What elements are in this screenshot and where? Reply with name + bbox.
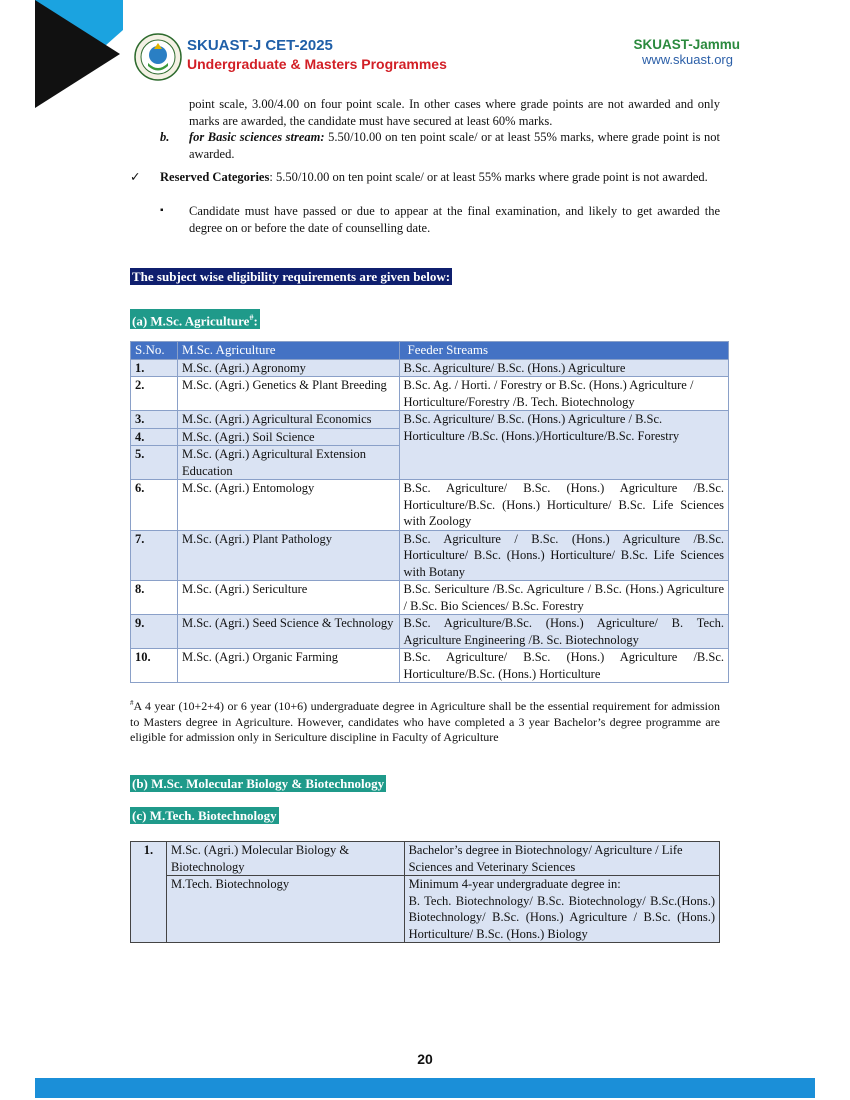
reserved-categories-item xyxy=(160,169,720,186)
header-subtitle: Undergraduate & Masters Programmes xyxy=(187,56,447,72)
section-a-sup: # xyxy=(249,313,254,322)
section-b-heading: (b) M.Sc. Molecular Biology & Biotechnology xyxy=(132,776,385,791)
row-course: M.Sc. (Agri.) Molecular Biology & Biotechnology xyxy=(166,842,404,876)
header-title: SKUAST-J CET-2025 xyxy=(187,37,333,54)
header-course: M.Sc. Agriculture xyxy=(177,342,399,360)
row-feeder: Bachelor’s degree in Biotechnology/ Agriculture / Life Sciences and Veterinary Sciences xyxy=(404,842,719,876)
corner-graphic xyxy=(35,0,125,108)
row-feeder: B.Sc. Agriculture/ B.Sc. (Hons.) Agriculture / B.Sc. Horticulture /B.Sc. (Hons.)/Horticulture/B.Sc. Forestry xyxy=(399,411,728,480)
row-sno: 8. xyxy=(131,581,178,615)
row-sno: 9. xyxy=(131,615,178,649)
university-logo xyxy=(134,33,182,81)
table-row xyxy=(131,530,729,581)
row-feeder: B.Sc. Agriculture/B.Sc. (Hons.) Agriculture/ B. Tech. Agriculture Engineering /B. Sc. Biotechnology xyxy=(399,615,728,649)
feeder-line-1: Minimum 4-year undergraduate degree in: xyxy=(408,877,621,891)
table-row xyxy=(131,581,729,615)
row-course: M.Sc. (Agri.) Soil Science xyxy=(177,428,399,446)
row-sno: 2. xyxy=(131,377,178,411)
row-course: M.Tech. Biotechnology xyxy=(166,876,404,943)
basic-sciences-item xyxy=(189,129,720,162)
row-feeder: B.Sc. Agriculture / B.Sc. (Hons.) Agriculture /B.Sc. Horticulture/ B.Sc. (Hons.) Horticulture/ B.Sc. Life Sciences with Botany xyxy=(399,530,728,581)
row-sno: 6. xyxy=(131,480,178,531)
section-a-colon: : xyxy=(253,313,258,329)
header-website: www.skuast.org xyxy=(641,52,733,67)
header-feeder: Feeder Streams xyxy=(399,342,728,360)
table-row xyxy=(131,649,729,683)
header-sno: S.No. xyxy=(131,342,178,360)
table-row xyxy=(131,615,729,649)
row-feeder: B.Sc. Agriculture/ B.Sc. (Hons.) Agriculture /B.Sc. Horticulture/B.Sc. (Hons.) Horticulture xyxy=(399,649,728,683)
row-feeder: B.Sc. Sericulture /B.Sc. Agriculture / B.Sc. (Hons.) Agriculture / B.Sc. Bio Sciences/ B.Sc. Forestry xyxy=(399,581,728,615)
reserved-categories-text: : 5.50/10.00 on ten point scale/ or at least 55% marks where grade point is not awarded. xyxy=(269,170,708,184)
row-course: M.Sc. (Agri.) Organic Farming xyxy=(177,649,399,683)
eligibility-continuation: point scale, 3.00/4.00 on four point scale. In other cases where grade points are not awarded and only marks are awarded, the candidate must have secured at least 60% marks. xyxy=(189,97,720,128)
basic-sciences-marker: b. xyxy=(160,130,170,144)
msc-agriculture-table xyxy=(130,341,729,683)
row-feeder xyxy=(404,876,719,943)
table-row xyxy=(131,359,729,377)
agriculture-footnote xyxy=(130,696,720,746)
square-bullet-icon: ▪ xyxy=(160,205,164,216)
footer-bar xyxy=(35,1078,815,1098)
row-course: M.Sc. (Agri.) Agricultural Extension Education xyxy=(177,446,399,480)
row-course: M.Sc. (Agri.) Sericulture xyxy=(177,581,399,615)
row-sno: 3. xyxy=(131,411,178,429)
bullet-item: Candidate must have passed or due to appear at the final examination, and likely to get awarded the degree on or before the date of counselling date. xyxy=(189,204,720,235)
row-course: M.Sc. (Agri.) Genetics & Plant Breeding xyxy=(177,377,399,411)
basic-sciences-text: 5.50/10.00 on ten point scale/ or at least 55% marks, where grade point is not awarded. xyxy=(189,130,720,161)
section-a-label: (a) M.Sc. Agriculture xyxy=(132,313,250,329)
table-row xyxy=(131,377,729,411)
subject-wise-heading: The subject wise eligibility requirements are given below: xyxy=(132,269,451,284)
row-feeder: B.Sc. Ag. / Horti. / Forestry or B.Sc. (Hons.) Agriculture / Horticulture/Forestry /B. Tech. Biotechnology xyxy=(399,377,728,411)
row-course: M.Sc. (Agri.) Agricultural Economics xyxy=(177,411,399,429)
row-course: M.Sc. (Agri.) Entomology xyxy=(177,480,399,531)
feeder-line-2: B. Tech. Biotechnology/ B.Sc. Biotechnology/ B.Sc.(Hons.) Biotechnology/ B.Sc. (Hons.) Agriculture / B.Sc. (Hons.) Horticulture/ B.Sc. (Hons.) Biology xyxy=(408,893,715,941)
table-row xyxy=(131,480,729,531)
row-course: M.Sc. (Agri.) Agronomy xyxy=(177,359,399,377)
footnote-text: A 4 year (10+2+4) or 6 year (10+6) undergraduate degree in Agriculture shall be the essential requirement for admission to Masters degree in Agriculture. However, candidates who have completed a 3 year Bachelor’s degree programme are eligible for admission only in Sericulture discipline in Faculty of Agriculture xyxy=(130,699,720,744)
table-header-row xyxy=(131,342,729,360)
section-c-heading: (c) M.Tech. Biotechnology xyxy=(132,808,277,823)
header-org: SKUAST-Jammu xyxy=(633,37,740,52)
row-sno: 10. xyxy=(131,649,178,683)
row-sno: 7. xyxy=(131,530,178,581)
row-sno: 1. xyxy=(131,359,178,377)
row-sno: 5. xyxy=(131,446,178,480)
row-feeder: B.Sc. Agriculture/ B.Sc. (Hons.) Agriculture xyxy=(399,359,728,377)
page-number: 20 xyxy=(417,1051,433,1067)
footnote-sup: # xyxy=(130,699,134,707)
table-row xyxy=(131,876,720,943)
row-course: M.Sc. (Agri.) Seed Science & Technology xyxy=(177,615,399,649)
row-course: M.Sc. (Agri.) Plant Pathology xyxy=(177,530,399,581)
basic-sciences-label: for Basic sciences stream: xyxy=(189,130,325,144)
row-sno: 1. xyxy=(131,842,167,943)
check-icon: ✓ xyxy=(130,170,141,184)
section-a-heading xyxy=(130,309,260,329)
row-feeder: B.Sc. Agriculture/ B.Sc. (Hons.) Agriculture /B.Sc. Horticulture/B.Sc. (Hons.) Horticulture/ B.Sc. Life Sciences with Zoology xyxy=(399,480,728,531)
biotechnology-table xyxy=(130,841,720,943)
table-row xyxy=(131,411,729,429)
reserved-categories-label: Reserved Categories xyxy=(160,170,270,184)
row-sno: 4. xyxy=(131,428,178,446)
table-row xyxy=(131,842,720,876)
